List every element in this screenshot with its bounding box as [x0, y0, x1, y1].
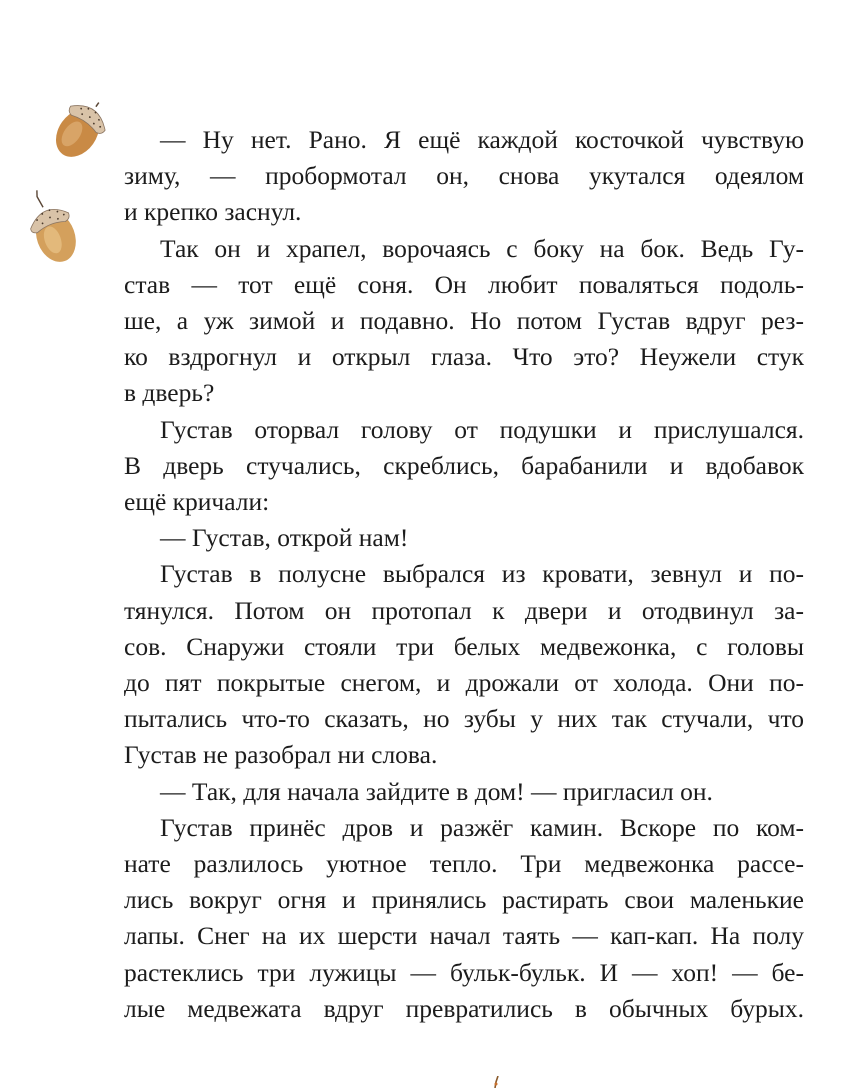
- paragraph: [124, 231, 804, 412]
- text-line: ше, а уж зимой и подавно. Но потом Густав вдруг рез-: [124, 306, 804, 336]
- text-line: В дверь стучались, скреблись, барабанили и вдобавок: [124, 450, 804, 480]
- text-line: став — тот ещё соня. Он любит поваляться подоль-: [124, 269, 804, 299]
- twig-icon: [492, 1076, 502, 1088]
- text-line: Густав принёс дров и разжёг камин. Вскоре по ком-: [160, 812, 804, 842]
- text-line: лые медвежата вдруг превратились в обычных бурых.: [124, 993, 804, 1023]
- paragraph: [124, 412, 804, 521]
- story-text: [124, 122, 804, 1027]
- paragraph: [124, 122, 804, 231]
- text-line: ко вздрогнул и открыл глаза. Что это? Неужели стук: [124, 342, 804, 372]
- acorn-icon: [44, 92, 118, 164]
- text-line: растеклись три лужицы — бульк-бульк. И — хоп! — бе-: [124, 957, 804, 987]
- acorn-icon: [16, 182, 86, 274]
- paragraph: [124, 810, 804, 1027]
- text-line: в дверь?: [124, 378, 215, 408]
- text-line: Густав не разобрал ни слова.: [124, 740, 438, 770]
- text-line: тянулся. Потом он протопал к двери и отодвинул за-: [124, 595, 804, 625]
- text-line: до пят покрытые снегом, и дрожали от холода. Они по-: [124, 668, 804, 698]
- paragraph: [124, 774, 804, 810]
- paragraph: [124, 520, 804, 556]
- text-line: и крепко заснул.: [124, 197, 302, 227]
- paragraph: [124, 556, 804, 773]
- text-line: — Так, для начала зайдите в дом! — пригласил он.: [160, 776, 713, 806]
- text-line: лапы. Снег на их шерсти начал таять — кап-кап. На полу: [124, 921, 804, 951]
- text-line: нате разлилось уютное тепло. Три медвежонка рассе-: [124, 849, 804, 879]
- text-line: зиму, — пробормотал он, снова укутался одеялом: [124, 161, 804, 191]
- text-line: пытались что-то сказать, но зубы у них так стучали, что: [124, 704, 804, 734]
- text-line: сов. Снаружи стояли три белых медвежонка, с головы: [124, 631, 804, 661]
- text-line: лись вокруг огня и принялись растирать свои маленькие: [124, 885, 804, 915]
- text-line: — Густав, открой нам!: [160, 523, 409, 553]
- text-line: — Ну нет. Рано. Я ещё каждой косточкой чувствую: [160, 125, 804, 154]
- text-line: ещё кричали:: [124, 487, 270, 517]
- text-line: Густав в полусне выбрался из кровати, зевнул и по-: [160, 559, 804, 589]
- text-line: Густав оторвал голову от подушки и прислушался.: [160, 414, 804, 444]
- text-line: Так он и храпел, ворочаясь с боку на бок. Ведь Гу-: [160, 233, 804, 263]
